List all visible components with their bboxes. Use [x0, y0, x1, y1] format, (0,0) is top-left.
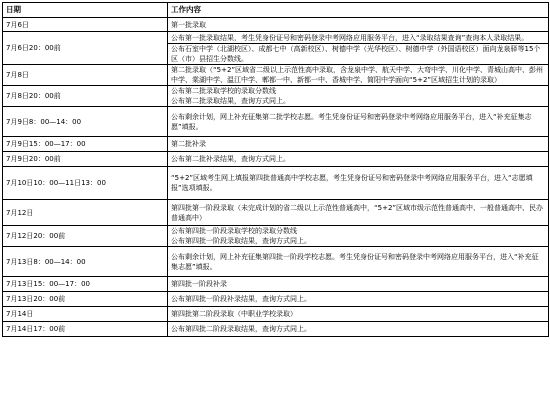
date-cell: 7月13日8：00—14：00: [3, 247, 168, 277]
table-row: [3, 307, 549, 322]
table-row: [3, 247, 549, 277]
date-cell: 7月8日: [3, 65, 168, 86]
date-cell: 7月6日20：00前: [3, 32, 168, 65]
table-row: [3, 32, 549, 44]
table-header-row: [3, 3, 549, 18]
content-cell: 第四批第二阶段录取（中职业学校录取）: [168, 307, 549, 322]
content-cell: 公布石室中学（北湖校区）、成都七中（高新校区）、树德中学（光华校区）、树德中学（外国语校区）面向龙泉驿等15个区（市）县招生分数线。: [168, 44, 549, 65]
content-cell: 第四批一阶段补录: [168, 277, 549, 292]
content-cell: 公布第二批录取学校的录取分数线 公布第二批录取结果，查询方式同上。: [168, 86, 549, 107]
table-row: [3, 137, 549, 152]
content-cell: 第四批第一阶段录取（未完成计划的省二级以上示范性普通高中，“5+2”区域市级示范性普通高中、一般普通高中、民办普通高中）: [168, 200, 549, 226]
date-cell: 7月9日20：00前: [3, 152, 168, 167]
table-row: [3, 65, 549, 86]
date-cell: 7月14日: [3, 307, 168, 322]
date-cell: 7月12日20：00前: [3, 226, 168, 247]
date-cell: 7月9日8：00—14：00: [3, 107, 168, 137]
date-cell: 7月6日: [3, 18, 168, 32]
date-cell: 7月13日15：00—17：00: [3, 277, 168, 292]
content-cell: 公布剩余计划，网上补充征集第二批学校志愿。考生凭身份证号和密码登录中考网络应用服务平台，进入“补充征集志愿”填报。: [168, 107, 549, 137]
content-cell: 第一批录取: [168, 18, 549, 32]
content-cell: 公布第四批一阶段补录结果，查询方式同上。: [168, 292, 549, 307]
schedule-table: [2, 2, 549, 337]
content-cell: 公布剩余计划，网上补充征集第四批一阶段学校志愿。考生凭身份证号和密码登录中考网络应用服务平台，进入“补充征集志愿”填报。: [168, 247, 549, 277]
table-row: [3, 200, 549, 226]
date-cell: 7月13日20：00前: [3, 292, 168, 307]
table-row: [3, 107, 549, 137]
date-cell: 7月9日15：00—17：00: [3, 137, 168, 152]
content-cell: 公布第二批补录结果，查询方式同上。: [168, 152, 549, 167]
content-cell: “5+2”区域考生网上填报第四批普通高中学校志愿，考生凭身份证号和密码登录中考网络应用服务平台，进入“志愿填报”选项填报。: [168, 167, 549, 200]
table-row: [3, 18, 549, 32]
content-cell: 公布第四批二阶段录取结果，查询方式同上。: [168, 322, 549, 337]
header-content: 工作内容: [168, 3, 549, 18]
table-row: [3, 322, 549, 337]
table-row: [3, 167, 549, 200]
content-cell: 公布第四批一阶段录取学校的录取分数线 公布第四批一阶段录取结果，查询方式同上。: [168, 226, 549, 247]
table-row: [3, 292, 549, 307]
date-cell: 7月10日10：00—11日13：00: [3, 167, 168, 200]
content-cell: 第二批补录: [168, 137, 549, 152]
header-date: 日期: [3, 3, 168, 18]
table-row: [3, 277, 549, 292]
table-row: [3, 226, 549, 247]
date-cell: 7月8日20：00前: [3, 86, 168, 107]
content-cell: 第二批录取（“5+2”区域省二级以上示范性高中录取，含龙泉中学、航天中学、大弯中学、川化中学、青城山高中、彭州中学、棠湖中学、温江中学、郫都一中、新都一中、香城中学、简阳中学面向“5+2”区域招生计划的录取）: [168, 65, 549, 86]
date-cell: 7月14日17：00前: [3, 322, 168, 337]
table-row: [3, 152, 549, 167]
date-cell: 7月12日: [3, 200, 168, 226]
content-cell: 公布第一批录取结果，考生凭身份证号和密码登录中考网络应用服务平台，进入“录取结果查询”查询本人录取结果。: [168, 32, 549, 44]
table-row: [3, 86, 549, 107]
